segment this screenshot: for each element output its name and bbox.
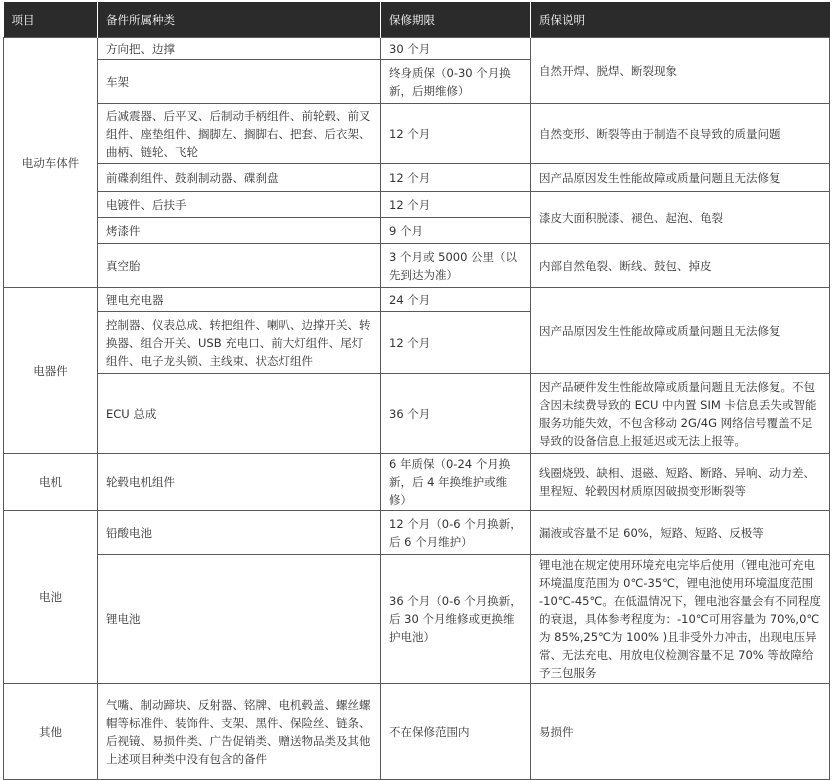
description-cell: 因产品原因发生性能故障或质量问题且无法修复 [531, 164, 830, 192]
period-cell: 终身质保（0-30 个月换新，后期维修） [381, 60, 531, 104]
period-cell: 36 个月 [381, 374, 531, 454]
part-cell: 锂电池 [98, 555, 381, 684]
part-cell: 控制器、仪表总成、转把组件、喇叭、边撑开关、转换器、组合开关、USB 充电口、前大灯组件、尾灯组件、电子龙头锁、主线束、状态灯组件 [98, 312, 381, 374]
part-cell: 轮毂电机组件 [98, 454, 381, 511]
period-cell: 12 个月 [381, 164, 531, 192]
description-cell: 自然开焊、脱焊、断裂现象 [531, 38, 830, 104]
period-cell: 24 个月 [381, 288, 531, 312]
table-row [4, 511, 830, 555]
description-cell: 因产品原因发生性能故障或质量问题且无法修复 [531, 288, 830, 374]
header-row [4, 2, 830, 38]
category-cell: 其他 [4, 684, 98, 780]
table-row [4, 192, 830, 218]
period-cell: 36 个月（0-6 个月换新，后 30 个月维修或更换维护电池） [381, 555, 531, 684]
category-cell: 电动车体件 [4, 38, 98, 288]
table-row [4, 555, 830, 684]
description-cell: 自然变形、断裂等由于制造不良导致的质量问题 [531, 104, 830, 164]
table-row [4, 684, 830, 780]
table-row [4, 454, 830, 511]
warranty-table [3, 2, 830, 780]
period-cell: 6 年质保（0-24 个月换新，后 4 年换维护或维修） [381, 454, 531, 511]
table-row [4, 374, 830, 454]
table-row [4, 104, 830, 164]
part-cell: 电镀件、后扶手 [98, 192, 381, 218]
table-row [4, 244, 830, 288]
part-cell: 锂电充电器 [98, 288, 381, 312]
part-cell: 铅酸电池 [98, 511, 381, 555]
description-cell: 因产品硬件发生性能故障或质量问题且无法修复。不包含因未续费导致的 ECU 中内置 SIM 卡信息丢失或智能服务功能失效，不包含移动 2G/4G 网络信号覆盖不足导致的设备信息上报延迟或无法上报等。 [531, 374, 830, 454]
period-cell: 12 个月 [381, 104, 531, 164]
part-cell: ECU 总成 [98, 374, 381, 454]
description-cell: 锂电池在规定使用环境充电完毕后使用（锂电池可充电环境温度范围为 0℃-35℃，锂电池使用环境温度范围 -10℃-45℃。在低温情况下，锂电池容量会有不同程度的衰退，具体参考程度为：-10℃可用容量为 70%,0℃为 85%,25℃为 100% )且非受外力冲击，出现电压异常、无法充电、用放电仪检测容量不足 70% 等故障给予三包服务 [531, 555, 830, 684]
period-cell: 9 个月 [381, 218, 531, 244]
period-cell: 30 个月 [381, 38, 531, 60]
part-cell: 气嘴、制动蹄块、反射器、铭牌、电机毂盖、螺丝螺帽等标准件、装饰件、支架、黑件、保险丝、链条、后视镜、易损件类、广告促销类、赠送物品类及其他上述项目种类中没有包含的备件 [98, 684, 381, 780]
header-description: 质保说明 [531, 2, 830, 38]
category-cell: 电机 [4, 454, 98, 511]
header-item: 项目 [4, 2, 98, 38]
period-cell: 12 个月（0-6 个月换新，后 6 个月维护） [381, 511, 531, 555]
part-cell: 车架 [98, 60, 381, 104]
table-row [4, 38, 830, 60]
period-cell: 不在保修范围内 [381, 684, 531, 780]
description-cell: 易损件 [531, 684, 830, 780]
table-row [4, 288, 830, 312]
part-cell: 真空胎 [98, 244, 381, 288]
description-cell: 漏液或容量不足 60%，短路、短路、反极等 [531, 511, 830, 555]
header-category: 备件所属种类 [98, 2, 381, 38]
description-cell: 线圈烧毁、缺相、退磁、短路、断路、异响、动力差、里程短、轮毂因材质原因破损变形断裂等 [531, 454, 830, 511]
part-cell: 烤漆件 [98, 218, 381, 244]
header-period: 保修期限 [381, 2, 531, 38]
period-cell: 12 个月 [381, 192, 531, 218]
period-cell: 3 个月或 5000 公里（以先到达为准） [381, 244, 531, 288]
category-cell: 电池 [4, 511, 98, 684]
description-cell: 内部自然龟裂、断线、鼓包、掉皮 [531, 244, 830, 288]
table-row [4, 164, 830, 192]
part-cell: 前碟刹组件、鼓刹制动器、碟刹盘 [98, 164, 381, 192]
part-cell: 方向把、边撑 [98, 38, 381, 60]
description-cell: 漆皮大面积脱漆、褪色、起泡、龟裂 [531, 192, 830, 244]
period-cell: 12 个月 [381, 312, 531, 374]
category-cell: 电器件 [4, 288, 98, 454]
part-cell: 后减震器、后平叉、后制动手柄组件、前轮毂、前叉组件、座垫组件、搁脚左、搁脚右、把套、后衣架、曲柄、链轮、飞轮 [98, 104, 381, 164]
